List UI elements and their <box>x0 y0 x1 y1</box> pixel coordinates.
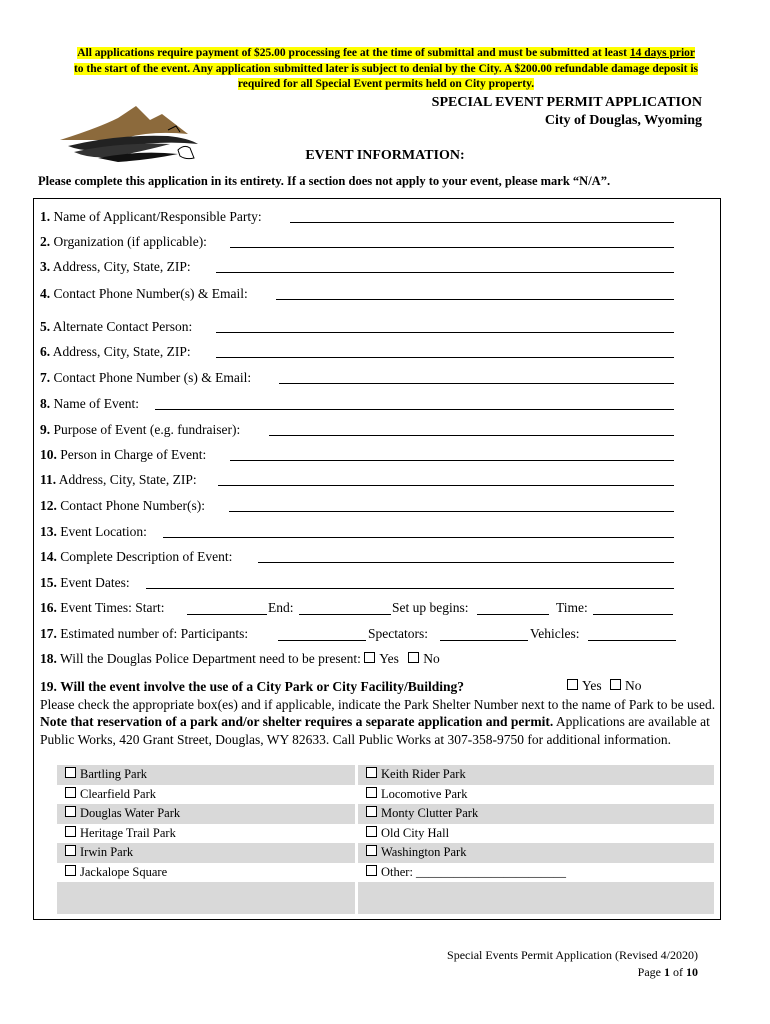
field-label-text: Contact Phone Number(s) & Email: <box>53 286 248 301</box>
parks-left-column <box>57 765 355 882</box>
field-14-input[interactable] <box>258 562 674 563</box>
q18-no-checkbox[interactable] <box>408 652 419 663</box>
park-checkbox[interactable] <box>366 806 377 817</box>
q16-start-label: Event Times: Start: <box>60 600 165 615</box>
notice-part2: to the start of the event. Any application submitted later is subject to denial by the City. A $200.00 refundable damage deposit is required for all Special Event permits held on City property. <box>73 62 699 90</box>
field-number: 11. <box>40 472 57 487</box>
field-number: 2. <box>40 234 51 249</box>
q16-setup-label: Set up begins: <box>392 600 469 615</box>
park-checkbox[interactable] <box>65 767 76 778</box>
instructions: Please complete this application in its entirety. If a section does not apply to your event, please mark “N/A”. <box>38 174 611 188</box>
empty-shade-left <box>57 882 355 914</box>
q16-end-input[interactable] <box>299 614 391 615</box>
q17-spectators-label: Spectators: <box>368 626 428 641</box>
field-9-label <box>40 422 240 438</box>
q19-yes-no <box>567 678 642 694</box>
parks-right-column <box>358 765 714 882</box>
field-4-label <box>40 286 248 302</box>
field-number: 3. <box>40 259 51 274</box>
q16-num: 16. <box>40 600 57 615</box>
park-name: Locomotive Park <box>381 786 468 801</box>
park-name: Heritage Trail Park <box>80 825 176 840</box>
field-number: 7. <box>40 370 51 385</box>
q16-start-input[interactable] <box>187 614 267 615</box>
page-prefix: Page <box>637 965 664 979</box>
page-total: 10 <box>686 965 698 979</box>
park-option[interactable] <box>358 863 714 883</box>
field-14-label <box>40 549 232 565</box>
field-label-text: Person in Charge of Event: <box>60 447 207 462</box>
field-number: 14. <box>40 549 57 564</box>
field-label-text: Name of Event: <box>53 396 139 411</box>
park-name: Washington Park <box>381 845 467 859</box>
footer-page <box>447 964 698 981</box>
form-subtitle: City of Douglas, Wyoming <box>544 113 702 128</box>
park-checkbox[interactable] <box>65 845 76 856</box>
form-title: SPECIAL EVENT PERMIT APPLICATION <box>431 95 702 110</box>
field-label-text: Address, City, State, ZIP: <box>52 259 191 274</box>
field-2-label <box>40 234 207 250</box>
q17-num: 17. <box>40 626 57 641</box>
notice-part1: All applications require payment of $25.00 processing fee at the time of submittal and must be submitted at least <box>77 47 630 59</box>
park-option[interactable] <box>57 785 355 805</box>
empty-shade-right <box>358 882 714 914</box>
park-name: Douglas Water Park <box>80 806 181 820</box>
park-option[interactable] <box>57 804 355 824</box>
q17-vehicles-input[interactable] <box>588 640 676 641</box>
field-label-text: Purpose of Event (e.g. fundraiser): <box>53 422 241 437</box>
q19-text1: Please check the appropriate box(es) and if applicable, indicate the Park Shelter Number next to the name of Park to be used. <box>40 696 716 712</box>
field-11-input[interactable] <box>218 485 674 486</box>
field-13-input[interactable] <box>163 537 674 538</box>
q17-participants-label: Estimated number of: Participants: <box>60 626 249 641</box>
park-name: Keith Rider Park <box>381 767 466 781</box>
field-8-input[interactable] <box>155 409 674 410</box>
park-option[interactable] <box>358 765 714 785</box>
q17-row <box>40 626 248 642</box>
park-checkbox[interactable] <box>366 826 377 837</box>
field-6-input[interactable] <box>216 357 674 358</box>
park-option[interactable] <box>358 824 714 844</box>
park-name: Irwin Park <box>80 845 134 859</box>
park-name: Monty Clutter Park <box>381 806 479 820</box>
field-6-label <box>40 344 191 360</box>
q16-end-label: End: <box>268 600 294 615</box>
field-label-text: Alternate Contact Person: <box>52 319 193 334</box>
field-number: 15. <box>40 575 57 590</box>
field-13-label <box>40 524 147 540</box>
q16-setup-input[interactable] <box>477 614 549 615</box>
park-name: Bartling Park <box>80 767 148 781</box>
field-9-input[interactable] <box>269 435 674 436</box>
park-option[interactable] <box>57 843 355 863</box>
park-checkbox[interactable] <box>366 865 377 876</box>
field-label-text: Contact Phone Number (s) & Email: <box>53 370 252 385</box>
park-checkbox[interactable] <box>366 845 377 856</box>
park-checkbox[interactable] <box>65 826 76 837</box>
q19-no-checkbox[interactable] <box>610 679 621 690</box>
park-option[interactable] <box>358 843 714 863</box>
q18-num: 18. <box>40 651 57 666</box>
field-1-input[interactable] <box>290 222 674 223</box>
field-7-label <box>40 370 251 386</box>
q19-text2: Applications are available at Public Works, 420 Grant Street, Douglas, WY 82633. Call Public Works at 307-358-9750 for additional information. <box>40 714 710 747</box>
field-label-text: Event Location: <box>60 524 147 539</box>
q18-yes-checkbox[interactable] <box>364 652 375 663</box>
field-label-text: Contact Phone Number(s): <box>60 498 205 513</box>
field-10-input[interactable] <box>230 460 674 461</box>
field-12-input[interactable] <box>229 511 674 512</box>
field-3-input[interactable] <box>216 272 674 273</box>
form-title-block <box>432 94 702 130</box>
q18-row <box>40 651 440 667</box>
field-label-text: Organization (if applicable): <box>53 234 207 249</box>
park-name: Other: ________________________ <box>381 864 567 879</box>
field-1-label <box>40 209 262 225</box>
field-5-label <box>40 319 192 335</box>
park-option[interactable] <box>57 765 355 785</box>
park-name: Jackalope Square <box>80 864 168 879</box>
park-checkbox[interactable] <box>65 787 76 798</box>
park-option[interactable] <box>57 824 355 844</box>
q19-yes-label: Yes <box>582 678 602 693</box>
field-number: 10. <box>40 447 57 462</box>
q18-yes-label: Yes <box>379 651 399 666</box>
field-label-text: Address, City, State, ZIP: <box>58 472 197 487</box>
q19-bold: Note that reservation of a park and/or shelter requires a separate application and permit. <box>40 714 554 729</box>
park-option[interactable] <box>358 804 714 824</box>
fee-notice <box>72 46 700 93</box>
field-number: 5. <box>40 319 51 334</box>
q16-row <box>40 600 165 616</box>
park-option[interactable] <box>358 785 714 805</box>
field-label-text: Event Dates: <box>60 575 130 590</box>
notice-underline: 14 days prior <box>629 47 695 59</box>
field-8-label <box>40 396 139 412</box>
park-name: Old City Hall <box>381 825 450 840</box>
field-2-input[interactable] <box>230 247 674 248</box>
field-number: 6. <box>40 344 51 359</box>
q19-yes-checkbox[interactable] <box>567 679 578 690</box>
field-label-text: Address, City, State, ZIP: <box>52 344 191 359</box>
q18-no-label: No <box>423 651 440 666</box>
section-title: EVENT INFORMATION: <box>305 148 465 163</box>
field-15-label <box>40 575 130 591</box>
field-10-label <box>40 447 206 463</box>
q19-num: 19. <box>40 679 57 694</box>
q16-time-input[interactable] <box>593 614 673 615</box>
park-name: Clearfield Park <box>80 786 157 801</box>
field-5-input[interactable] <box>216 332 674 333</box>
field-15-input[interactable] <box>146 588 674 589</box>
field-number: 8. <box>40 396 51 411</box>
page-of: of <box>670 965 686 979</box>
field-3-label <box>40 259 191 275</box>
field-label-text: Name of Applicant/Responsible Party: <box>53 209 262 224</box>
park-checkbox[interactable] <box>65 865 76 876</box>
q17-participants-input[interactable] <box>278 640 366 641</box>
field-12-label <box>40 498 205 514</box>
footer-revision: Special Events Permit Application (Revised 4/2020) <box>447 948 698 962</box>
field-number: 9. <box>40 422 51 437</box>
field-label-text: Complete Description of Event: <box>60 549 233 564</box>
park-checkbox[interactable] <box>366 767 377 778</box>
q16-time-label: Time: <box>556 600 588 615</box>
park-option[interactable] <box>57 863 355 883</box>
field-7-input[interactable] <box>279 383 674 384</box>
park-checkbox[interactable] <box>366 787 377 798</box>
q17-spectators-input[interactable] <box>440 640 528 641</box>
field-number: 12. <box>40 498 57 513</box>
page-number: 1 <box>664 965 670 979</box>
park-checkbox[interactable] <box>65 806 76 817</box>
q19-question: Will the event involve the use of a City Park or City Facility/Building? <box>60 679 464 694</box>
footer <box>447 947 698 981</box>
field-number: 13. <box>40 524 57 539</box>
field-number: 1. <box>40 209 51 224</box>
q18-label: Will the Douglas Police Department need to be present: <box>60 651 361 666</box>
q19-no-label: No <box>625 678 642 693</box>
field-number: 4. <box>40 286 51 301</box>
field-4-input[interactable] <box>276 299 674 300</box>
q17-vehicles-label: Vehicles: <box>530 626 580 641</box>
field-11-label <box>40 472 197 488</box>
